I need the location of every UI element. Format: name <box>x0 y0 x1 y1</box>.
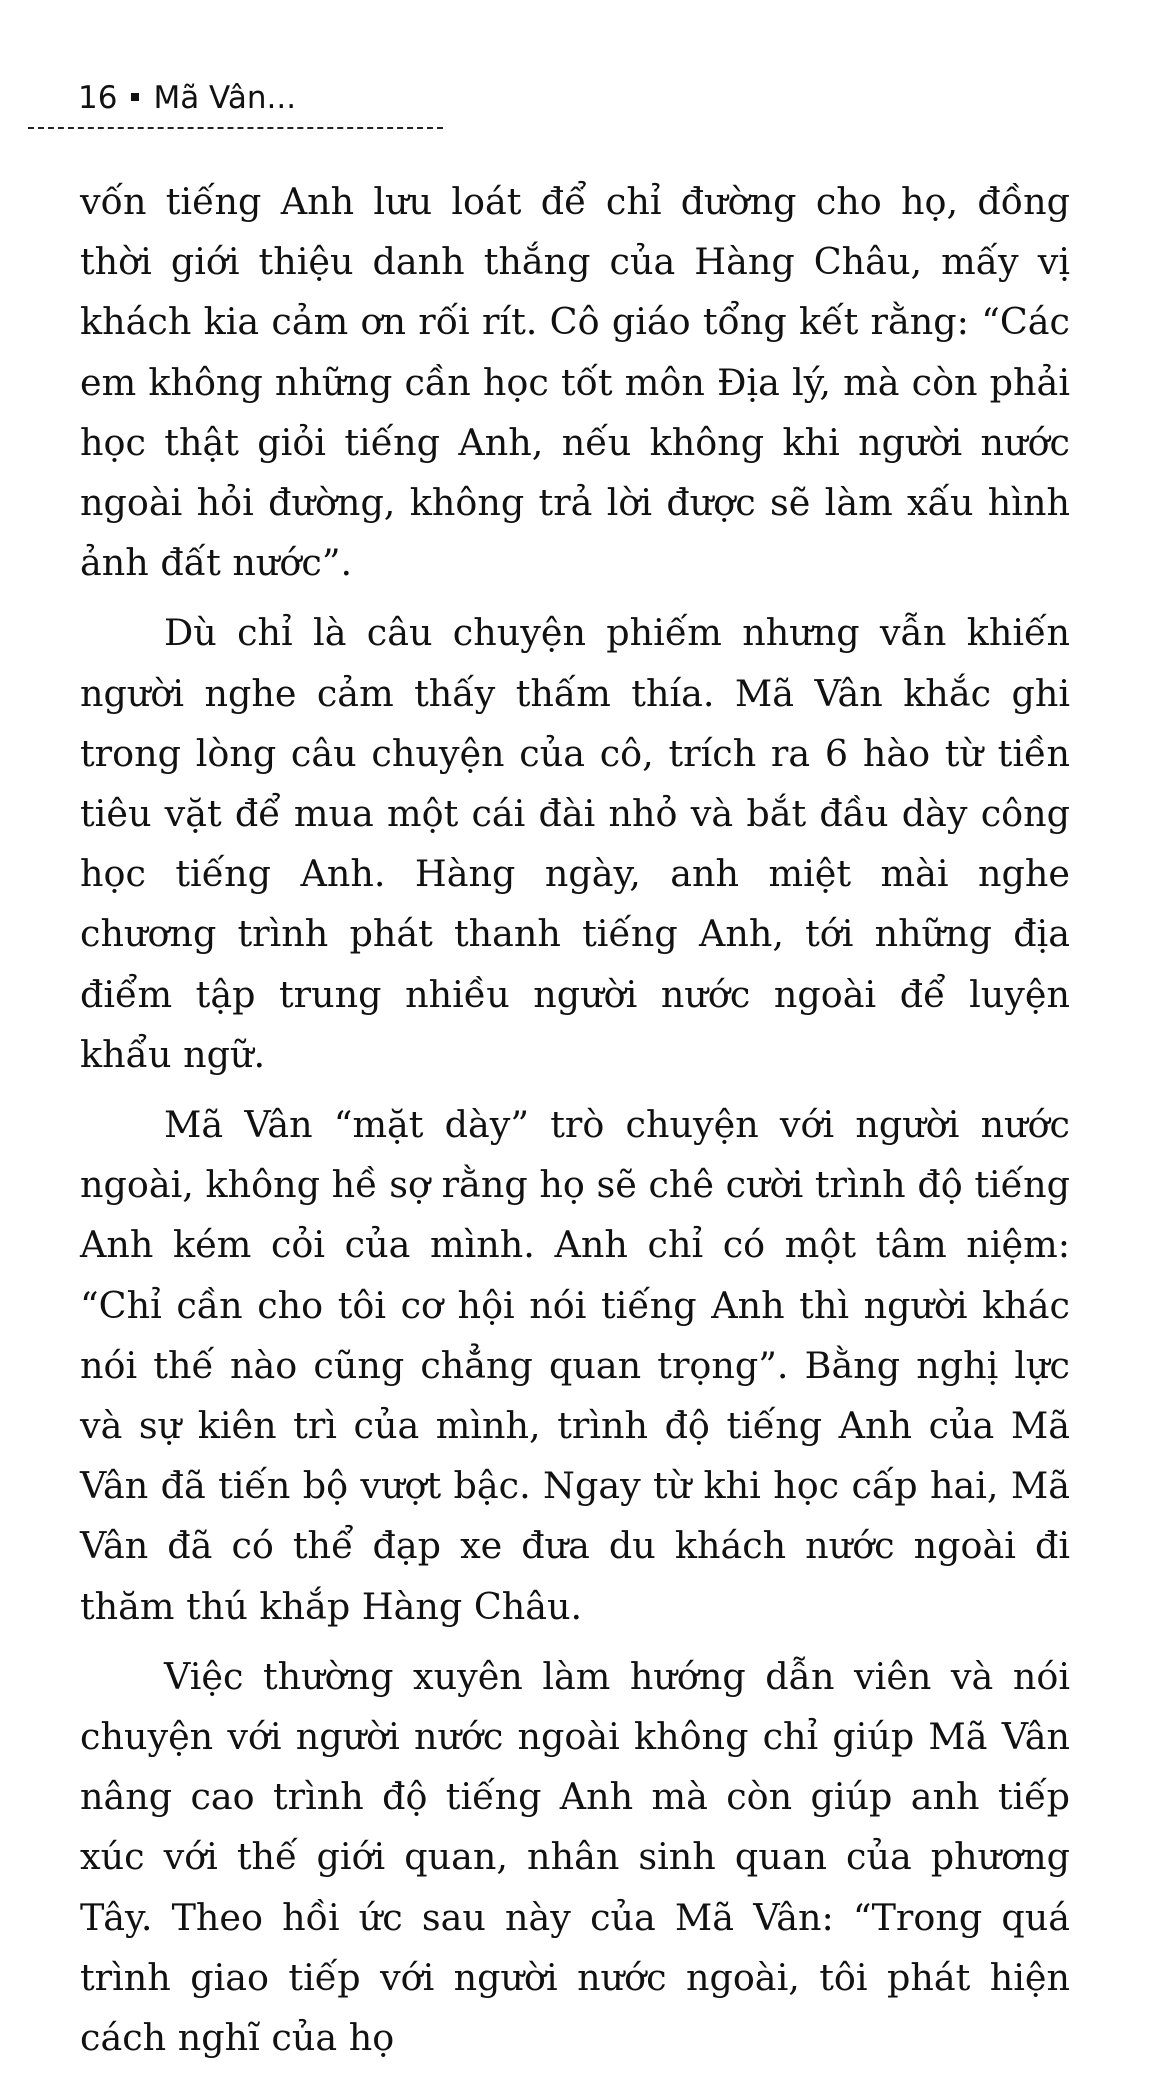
square-bullet-icon <box>131 93 139 101</box>
paragraph-3: Mã Vân “mặt dày” trò chuyện với người nước ngoài, không hề sợ rằng họ sẽ chê cười trình độ tiếng Anh kém cỏi của mình. Anh chỉ có một tâm niệm: “Chỉ cần cho tôi cơ hội nói tiếng Anh thì người khác nói thế nào cũng chẳng quan trọng”. Bằng nghị lực và sự kiên trì của mình, trình độ tiếng Anh của Mã Vân đã tiến bộ vượt bậc. Ngay từ khi học cấp hai, Mã Vân đã có thể đạp xe đưa du khách nước ngoài đi thăm thú khắp Hàng Châu. <box>80 1103 1070 1628</box>
paragraph-1: vốn tiếng Anh lưu loát để chỉ đường cho họ, đồng thời giới thiệu danh thắng của Hàng Châu, mấy vị khách kia cảm ơn rối rít. Cô giáo tổng kết rằng: “Các em không những cần học tốt môn Địa lý, mà còn phải học thật giỏi tiếng Anh, nếu không khi người nước ngoài hỏi đường, không trả lời được sẽ làm xấu hình ảnh đất nước”. <box>80 180 1070 585</box>
header-dashed-rule <box>28 127 443 129</box>
paragraph-4: Việc thường xuyên làm hướng dẫn viên và nói chuyện với người nước ngoài không chỉ giúp Mã Vân nâng cao trình độ tiếng Anh mà còn giúp anh tiếp xúc với thế giới quan, nhân sinh quan của phương Tây. Theo hồi ức sau này của Mã Vân: “Trong quá trình giao tiếp với người nước ngoài, tôi phát hiện cách nghĩ của họ <box>80 1654 1070 2060</box>
body-text <box>80 172 1070 2078</box>
running-title: Mã Vân... <box>153 80 297 116</box>
paragraph-2: Dù chỉ là câu chuyện phiếm nhưng vẫn khiến người nghe cảm thấy thấm thía. Mã Vân khắc ghi trong lòng câu chuyện của cô, trích ra 6 hào từ tiền tiêu vặt để mua một cái đài nhỏ và bắt đầu dày công học tiếng Anh. Hàng ngày, anh miệt mài nghe chương trình phát thanh tiếng Anh, tới những địa điểm tập trung nhiều người nước ngoài để luyện khẩu ngữ. <box>80 611 1070 1076</box>
page-number: 16 <box>78 80 118 116</box>
running-header <box>78 78 296 118</box>
